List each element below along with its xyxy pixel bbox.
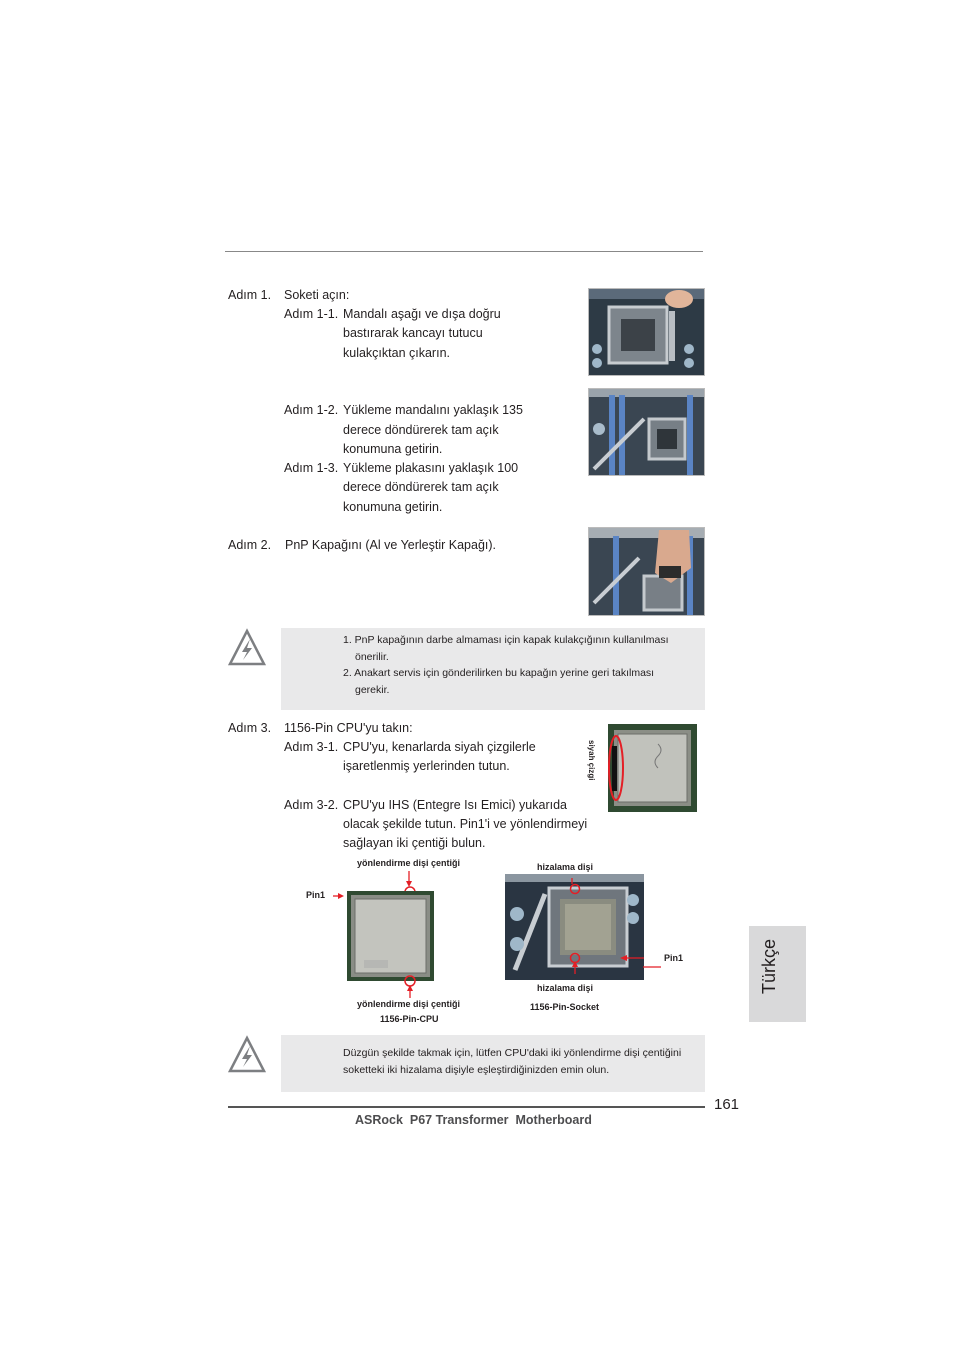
note2-line1: Düzgün şekilde takmak için, lütfen CPU'daki iki yönlendirme dişi çentiğini [343, 1047, 682, 1059]
step1-1-line2: bastırarak kancayı tutucu [343, 326, 483, 340]
step2-title: PnP Kapağını (Al ve Yerleştir Kapağı). [285, 538, 497, 552]
orient-notch-top-label: yönlendirme dişi çentiği [357, 858, 461, 868]
warning-icon [227, 628, 267, 668]
step2-label: Adım 2. [228, 538, 272, 552]
step3-title: 1156-Pin CPU'yu takın: [284, 721, 413, 735]
step3-1-line2: işaretlenmiş yerlerinden tutun. [343, 759, 510, 773]
step1-1-label: Adım 1-1. [284, 307, 339, 321]
step3-2-line3: sağlayan iki çentiği bulun. [343, 836, 486, 850]
note1-line3: 2. Anakart servis için gönderilirken bu kapağın yerine geri takılması [343, 667, 655, 679]
step1-3-line3: konumuna getirin. [343, 500, 443, 514]
align-key-bottom-label: hizalama dişi [537, 983, 594, 993]
cpu-diagram [300, 865, 460, 1000]
page-number: 161 [714, 1096, 740, 1113]
step1-2-line1: Yükleme mandalını yaklaşık 135 [343, 403, 523, 417]
note1-line4: gerekir. [355, 684, 390, 696]
black-line-label: siyah çizgi [587, 740, 596, 781]
photo-socket-latch [588, 288, 705, 376]
photo-pnp-cap [588, 527, 705, 616]
socket-diagram [505, 874, 655, 980]
step3-2-line2: olacak şekilde tutun. Pin1'i ve yönlendirmeyi [343, 817, 588, 831]
step1-1-line1: Mandalı aşağı ve dışa doğru [343, 307, 501, 321]
step1-3-line2: derece döndürerek tam açık [343, 480, 499, 494]
footer-title: ASRock P67 Transformer Motherboard [355, 1113, 592, 1127]
step3-1-line1: CPU'yu, kenarlarda siyah çizgilerle [343, 740, 536, 754]
step1-1-line3: kulakçıktan çıkarın. [343, 346, 450, 360]
language-tab-label: Türkçe [759, 938, 779, 994]
note2-line2: soketteki iki hizalama dişiyle eşleştirdiğinizden emin olun. [343, 1064, 610, 1076]
cpu-caption: 1156-Pin-CPU [380, 1014, 439, 1024]
step1-2-line2: derece döndürerek tam açık [343, 423, 499, 437]
pin1-socket-label: Pin1 [664, 953, 684, 963]
photo-cpu-edges [608, 724, 697, 812]
socket-caption: 1156-Pin-Socket [530, 1002, 600, 1012]
step3-label: Adım 3. [228, 721, 272, 735]
step1-3-label: Adım 1-3. [284, 461, 339, 475]
orient-notch-bottom-label: yönlendirme dişi çentiği [357, 999, 461, 1009]
align-key-top-label: hizalama dişi [537, 862, 594, 872]
step1-3-line1: Yükleme plakasını yaklaşık 100 [343, 461, 519, 475]
note1-line1: 1. PnP kapağının darbe almaması için kapak kulakçığının kullanılması [343, 634, 669, 646]
step1-title: Soketi açın: [284, 288, 350, 302]
black-line-label-wrap [586, 740, 598, 800]
warning-icon [227, 1035, 267, 1075]
step1-label: Adım 1. [228, 288, 272, 302]
step3-2-line1: CPU'yu IHS (Entegre Isı Emici) yukarıda [343, 798, 567, 812]
step3-2-label: Adım 3-2. [284, 798, 339, 812]
pin1-cpu-label: Pin1 [306, 890, 326, 900]
top-rule [225, 251, 703, 252]
step1-2-label: Adım 1-2. [284, 403, 339, 417]
step3-1-label: Adım 3-1. [284, 740, 339, 754]
photo-load-plate [588, 388, 705, 476]
step1-2-line3: konumuna getirin. [343, 442, 443, 456]
footer-rule [228, 1106, 705, 1108]
pin1-socket-arrow [643, 956, 661, 960]
note1-line2: önerilir. [355, 651, 389, 663]
